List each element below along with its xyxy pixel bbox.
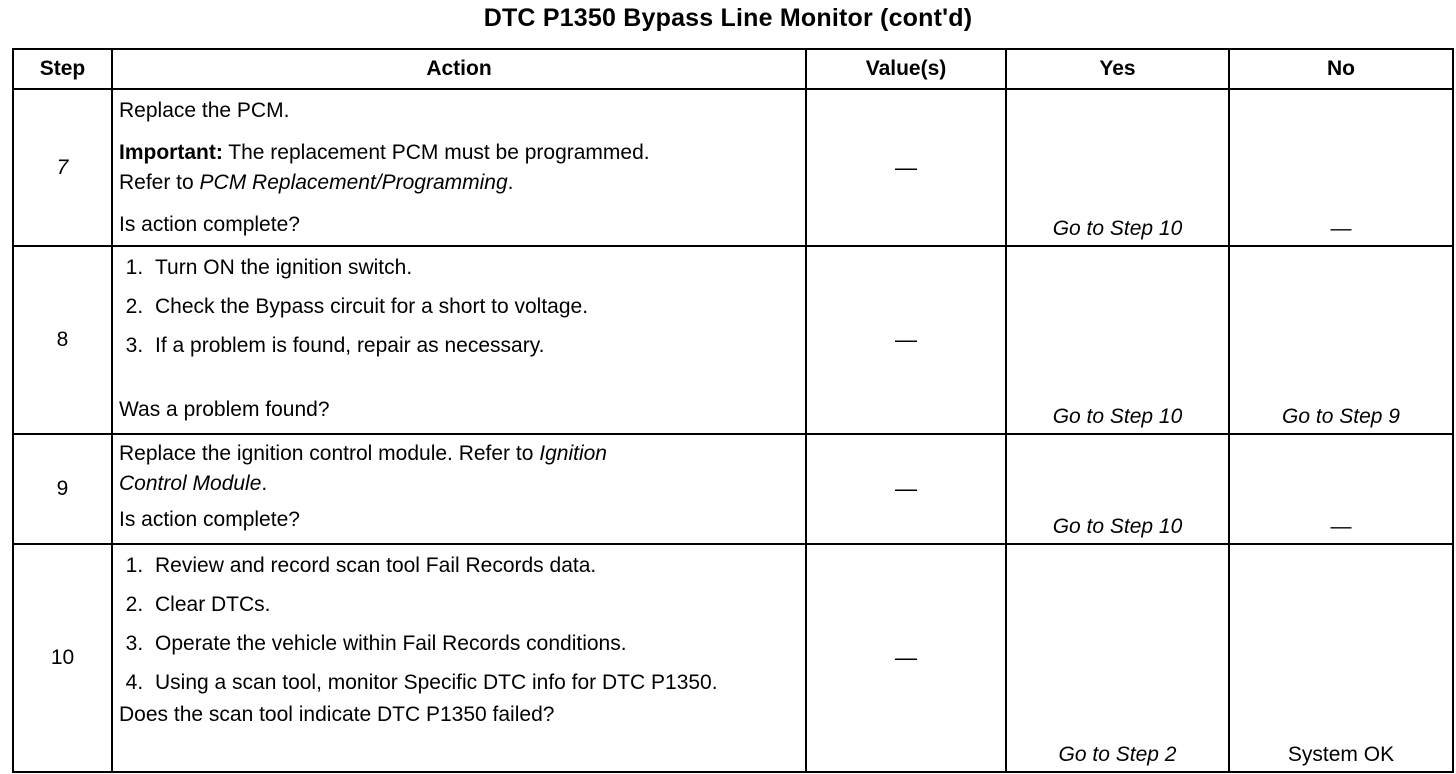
value-cell: — (806, 434, 1006, 544)
no-cell: — (1229, 89, 1453, 246)
yes-cell: Go to Step 2 (1006, 544, 1229, 772)
header-yes: Yes (1006, 49, 1229, 89)
page-title: DTC P1350 Bypass Line Monitor (cont'd) (483, 4, 973, 32)
action-steps-list (119, 551, 799, 698)
important-label: Important: (119, 141, 223, 164)
action-suffix: . (261, 472, 268, 495)
reference-link: Ignition (539, 442, 607, 465)
question-text: Is action complete? (119, 213, 300, 236)
list-item: 4. Using a scan tool, monitor Specific DTC info for DTC P1350. (149, 668, 755, 698)
header-values: Value(s) (806, 49, 1006, 89)
no-cell: Go to Step 9 (1229, 246, 1453, 434)
table-row (13, 246, 1453, 434)
question-text: Is action complete? (119, 508, 300, 531)
table-row (13, 434, 1453, 544)
action-cell (112, 544, 806, 772)
step-number: 10 (13, 544, 112, 772)
action-prefix: Replace the ignition control module. Refer to (119, 442, 540, 465)
value-cell: — (806, 89, 1006, 246)
important-text: The replacement PCM must be programmed. (222, 141, 650, 164)
step-number: 9 (13, 434, 112, 544)
important-note (119, 138, 799, 168)
refer-text (119, 168, 799, 198)
action-text: Replace the PCM. (119, 99, 290, 122)
step-number: 8 (13, 246, 112, 434)
yes-cell: Go to Step 10 (1006, 89, 1229, 246)
list-item: 3. Operate the vehicle within Fail Records conditions. (149, 629, 799, 659)
list-item: 2. Check the Bypass circuit for a short to voltage. (149, 292, 799, 322)
no-cell: — (1229, 434, 1453, 544)
refer-prefix: Refer to (119, 171, 200, 194)
list-item: 1. Review and record scan tool Fail Records data. (149, 551, 799, 581)
header-no: No (1229, 49, 1453, 89)
no-cell: System OK (1229, 544, 1453, 772)
diagnostic-table (12, 48, 1454, 773)
yes-cell: Go to Step 10 (1006, 434, 1229, 544)
question-text: Was a problem found? (119, 398, 330, 421)
table-header-row (13, 49, 1453, 89)
list-item: 1. Turn ON the ignition switch. (149, 253, 799, 283)
value-cell: — (806, 544, 1006, 772)
table-row (13, 544, 1453, 772)
action-cell (112, 246, 806, 434)
action-steps-list (119, 253, 799, 361)
list-item: 2. Clear DTCs. (149, 590, 799, 620)
action-cell (112, 434, 806, 544)
step-number: 7 (13, 89, 112, 246)
table-row (13, 89, 1453, 246)
reference-link: PCM Replacement/Programming (199, 171, 508, 194)
header-action: Action (112, 49, 806, 89)
refer-suffix: . (507, 171, 514, 194)
value-cell: — (806, 246, 1006, 434)
action-cell (112, 89, 806, 246)
reference-link-cont: Control Module (119, 472, 262, 495)
header-step: Step (13, 49, 112, 89)
list-item: 3. If a problem is found, repair as necessary. (149, 331, 799, 361)
question-text: Does the scan tool indicate DTC P1350 failed? (119, 703, 555, 726)
yes-cell: Go to Step 10 (1006, 246, 1229, 434)
action-text (119, 439, 799, 499)
